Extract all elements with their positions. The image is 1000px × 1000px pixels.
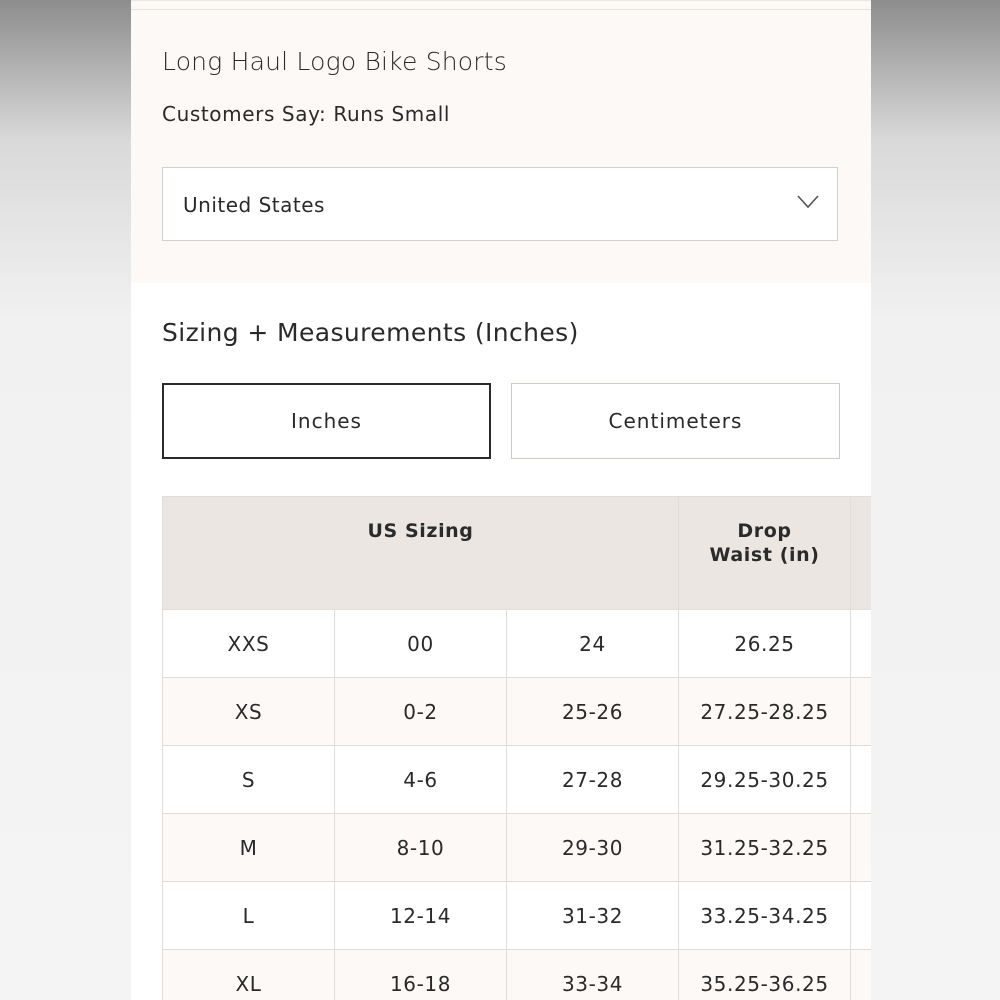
table-cell: S (163, 746, 335, 814)
table-cell (851, 746, 871, 814)
us-sizing-header: US Sizing (163, 497, 679, 610)
table-cell: XXS (163, 610, 335, 678)
table-cell: 25-26 (507, 678, 679, 746)
table-cell: 29-30 (507, 814, 679, 882)
table-cell: M (163, 814, 335, 882)
drop-waist-header (679, 497, 851, 610)
table-cell: XL (163, 950, 335, 1000)
table-cell: L (163, 882, 335, 950)
table-cell: 33-34 (507, 950, 679, 1000)
country-select[interactable] (162, 167, 838, 241)
table-row (163, 950, 872, 1000)
table-header-row (163, 497, 872, 610)
table-cell (851, 678, 871, 746)
table-row (163, 746, 872, 814)
chevron-down-icon (797, 195, 819, 209)
table-cell: 4-6 (335, 746, 507, 814)
inches-button[interactable]: Inches (162, 383, 491, 459)
table-cell (851, 950, 871, 1000)
table-cell (851, 610, 871, 678)
table-cell: 8-10 (335, 814, 507, 882)
table-cell: 27-28 (507, 746, 679, 814)
country-select-value: United States (183, 193, 325, 217)
table-cell: 27.25-28.25 (679, 678, 851, 746)
table-row (163, 882, 872, 950)
table-cell: XS (163, 678, 335, 746)
product-header-section (131, 0, 871, 283)
divider (131, 9, 871, 10)
table-cell: 29.25-30.25 (679, 746, 851, 814)
product-title: Long Haul Logo Bike Shorts (162, 47, 508, 76)
table-row (163, 678, 872, 746)
table-cell: 0-2 (335, 678, 507, 746)
fit-note: Customers Say: Runs Small (162, 102, 451, 126)
table-cell: 33.25-34.25 (679, 882, 851, 950)
size-table (162, 496, 871, 1000)
centimeters-button[interactable]: Centimeters (511, 383, 840, 459)
next-column-header (851, 497, 871, 610)
size-table-scroll[interactable] (162, 496, 871, 1000)
size-guide-panel (131, 0, 871, 1000)
table-row (163, 610, 872, 678)
table-cell: 24 (507, 610, 679, 678)
table-cell: 12-14 (335, 882, 507, 950)
table-row (163, 814, 872, 882)
table-cell: 16-18 (335, 950, 507, 1000)
sizing-section-title: Sizing + Measurements (Inches) (162, 318, 579, 347)
table-cell (851, 814, 871, 882)
table-cell: 35.25-36.25 (679, 950, 851, 1000)
table-cell: 31.25-32.25 (679, 814, 851, 882)
table-cell: 31-32 (507, 882, 679, 950)
drop-waist-header-label: Drop Waist (in) (709, 520, 820, 566)
table-cell: 00 (335, 610, 507, 678)
table-cell (851, 882, 871, 950)
table-cell: 26.25 (679, 610, 851, 678)
